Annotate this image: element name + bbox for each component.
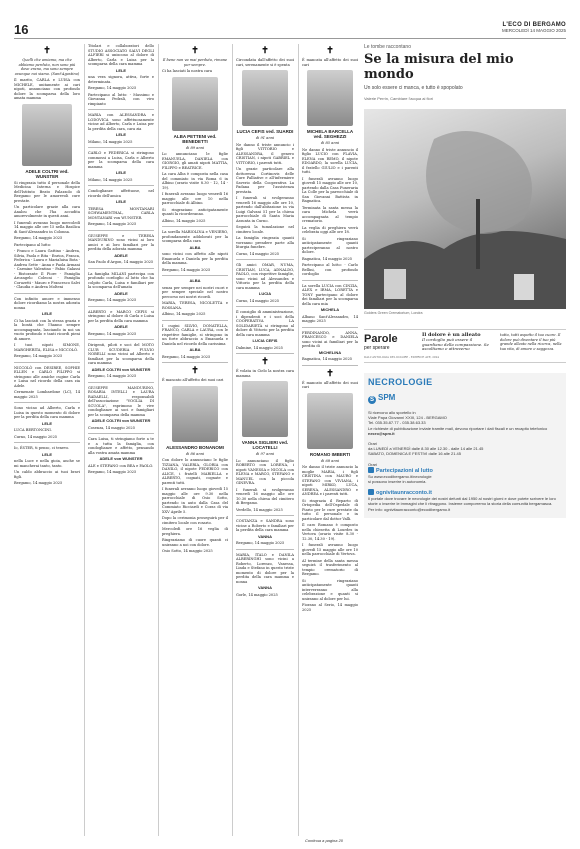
separator — [88, 306, 154, 307]
obituary-place-date: Curno, 14 maggio 2025 — [236, 251, 280, 256]
obituary-text: Al termine della santa messa seguirà il trasferimento al tempio crematorio di Bergamo. — [302, 558, 358, 576]
separator — [162, 275, 228, 276]
deceased-name: ADELE — [114, 252, 128, 258]
obituary-text: Io, ÉSTER, ti penso, ci tenevo. — [14, 446, 70, 450]
deceased-name: ADELE COLTRI ved. WUNSTER — [25, 168, 69, 179]
separator — [88, 268, 154, 269]
book-icon — [368, 489, 374, 495]
separator — [302, 280, 358, 281]
obituary-text: Un particolare grazie alla cara Analou che l'ha accudita amorevolmente in questi anni. — [14, 205, 80, 218]
obituary-place-date: Bergamo, 14 maggio 2025 — [236, 541, 285, 545]
obituary-text: Si ringraziano anticipatamente quanti la ricorderanno. — [162, 207, 228, 216]
obituary-place-date: Osio Sotto, 14 maggio 2025 — [162, 549, 213, 553]
obituary-text: CARLO e FEDERICA si stringono commossi a Luisa, Carla e Alberto per la scomparsa della cara mamma — [88, 151, 154, 169]
deceased-name: ALBA — [189, 278, 201, 283]
story-contact[interactable]: Per info: ognivitaunracconto@ecodibergamo.it — [368, 506, 451, 512]
deceased-age: di 85 anni — [320, 141, 340, 145]
deceased-name: ADELE COLTRI von WUNSTER — [91, 418, 151, 423]
quote: Quelli che amiamo, ma che abbiamo perduto, non sono più dove erano, ma sono sempre ovunque noi siamo. (Sant'Agostino) — [14, 58, 80, 76]
separator — [236, 306, 294, 307]
box-credit: DALL'ANTOLOGIA DEL DOLORE - EDITRICE AVE, 2024 — [364, 356, 439, 359]
deceased-name: MICHELA BARCELLA ved. SEGHEZZI — [306, 129, 354, 139]
obituary-text: MARIA, TERESA, NICOLETTA e ROSSANA. — [162, 301, 228, 310]
office-info: Si ricevono allo sportello in — [368, 410, 416, 415]
obituary-place-date: Bergamo, 14 maggio 2025 — [14, 481, 63, 485]
obituary-text: Lo annunciano il figlio ROBERTO con LORENA, i nipoti VANESSA e NICOLA con ELENA e MARCO, STEFANO e MANUEL con la piccola GINEVRA. — [236, 458, 294, 485]
deceased-name: VANNA SIGLIERI ved. LOCATELLI — [241, 440, 289, 450]
obituary-text: Si ringraziano anticipatamente quanti parteciperanno al nostro dolore. — [302, 236, 358, 254]
obituary-column-1 — [14, 44, 80, 834]
obituary-place-date: San Paolo d'Argon, 14 maggio 2025 — [88, 260, 154, 264]
obituary-text: una vera signora, attiva, forte e determinata. — [88, 75, 154, 84]
separator — [14, 442, 80, 443]
deceased-name: ALBA PETTENI ved. BENEDETTI — [173, 133, 217, 144]
obituary-text: I funerali si svolgeranno venerdì 16 maggio alle ore 10, partendo dall'abitazione in via Luigi Galvani 51 per la chiesa parrocchiale di Santa Maria Assunta in Curno. — [236, 196, 294, 223]
separator — [162, 320, 228, 321]
computer-icon — [368, 467, 374, 473]
separator — [88, 433, 154, 434]
obituary-text: La sorella LUCIA con CINZIA, ALEX e IRMA, LORETTA e TONY partecipano al dolore dei familiari per la scomparsa della cara mia — [302, 283, 358, 306]
obituary-text: Partecipano al lutto: - Carlo Bellini, con profondo cordoglio — [302, 263, 358, 276]
obituary-text: Un caldo abbraccio ai tuoi bravi figli. — [14, 470, 80, 479]
obituary-place-date: Bagnatica, 14 maggio 2025 — [302, 256, 353, 261]
deceased-age: di 68 anni — [320, 458, 340, 463]
obituary-place-date: Albino, 14 maggio 2025 — [162, 218, 206, 223]
obituary-place-date: Bergamo, 14 maggio 2025 — [88, 222, 137, 226]
obituary-place-date: Bergamo, 14 maggio 2025 — [88, 331, 137, 336]
obituary-text: I funerali avranno luogo giovedì 15 maggio alle ore 10 nella parrocchiale di Vertova. — [302, 543, 358, 556]
online-title-text: Partecipazioni al lutto — [376, 467, 433, 474]
obituary-column-4 — [236, 44, 294, 834]
deceased-name: ADELE von WUNSTER — [99, 456, 143, 461]
publication-date: MERCOLEDÌ 14 MAGGIO 2025 — [501, 28, 566, 33]
online-note: si possono inserire in autonomia. — [368, 479, 427, 485]
cross-icon: ✝ — [191, 366, 199, 376]
deceased-age: di 86 anni — [185, 451, 205, 456]
obituary-column-2 — [88, 44, 154, 834]
obituary-text: Condoglianze affettuose, nel ricordo dell'amica — [88, 189, 154, 198]
hours-weekend: SABATO, DOMENICA E FESTIVI dalle 16 alle 21.45 — [368, 451, 462, 457]
hours-weekdays: da LUNEDÌ a VENERDÌ dalle 8.30 alle 12.30 - dalle 14 alle 21.45 — [368, 446, 484, 452]
deceased-name: VANNA — [258, 585, 272, 590]
email-link[interactable]: necro@spm.it — [368, 430, 395, 436]
obituary-text: Con dolore lo annunciano le figlie TIZIANA, VALERIA, GLORIA con DANILO, il nipote FEDERICO con ALICE, i fratelli MARIELLA e ALBERTO, cognati, cognate e parenti tutti. — [162, 458, 228, 485]
obituary-text: ALE e STEFANO con BEA e PAOLO. — [88, 463, 154, 468]
portrait-photo — [307, 393, 353, 449]
obituary-text: Con infinito amore e immenso dolore ricordiamo la nostra adorata nonna — [14, 296, 80, 310]
office-note: Le richieste di pubblicazione inviate tramite mail, devono riportare i dati fiscali e un recapito telefonico — [368, 425, 548, 431]
obituary-place-date: Dalmine, 14 maggio 2025 — [236, 345, 283, 350]
section-label: Le tombe raccontano — [364, 44, 411, 50]
separator — [236, 515, 294, 516]
obituary-text: - Franco e Laura Gattino - Andrea, Silvia, Paola e Rita - Enrica, Franca, Federica - Laura e Marialuisa Bota - Andrea Sette - Anna e Paola Armani - Carmine Valentino - Fabio Galassi - Ristorante Il Fiore - Famiglia Arcangelo Coleoni - Famiglia Coruzetti - Mauro e Francesco Salvi - Claudia e Andrea Molteni — [14, 249, 80, 289]
portrait-photo — [242, 381, 288, 437]
deceased-age: di 91 anni — [255, 136, 275, 140]
deceased-name: ADELE COLTRI von WUNSTER — [91, 366, 151, 372]
column-divider — [84, 44, 85, 836]
obituary-text: È mancato all'affetto dei suoi cari — [302, 380, 358, 389]
page-header — [0, 0, 580, 40]
deceased-name: LELE — [41, 451, 53, 457]
deceased-name: LELE — [115, 132, 127, 137]
obituary-place-date: Bergamo, 14 maggio 2025 — [162, 354, 211, 359]
obituary-text: Titolari e collaboratori dello STUDIO ASSOCIATO SALVI DEGLI ALFIERI si uniscono al dolore di Alberto, Carla e Luisa per la scomparsa della cara mamma — [88, 44, 154, 66]
obituary-text: La sorella MARIOLINA e VENIERO, profondamente addolorati per la scomparsa della cara — [162, 230, 228, 243]
obituary-text: Gli amici OMAR, NUMA, CRISTIAN, LUCA, ADNALDO, PAOLO, con rispettive famiglie, sono vicini ad Alessandra e Vittorio per la perdita della cara mamma — [236, 263, 294, 290]
column-divider — [232, 44, 233, 836]
obituary-text: Cara Luisa, ti stringiamo forte a te e a tutta la famiglia, con condoglianze e affetto, pensando alla vostra amata mamma — [88, 437, 154, 455]
office-phone: Tel. 035.35.87.77 - 035.38.63.33 — [368, 420, 426, 426]
story-text: Il portale dove trovare le necrologie dei nostri defunti dal 1950 al nostri giorni e dove potete scrivere le loro storie o inserire le immagini che li ritraggono. Insieme comporremo la storia della comunità bergamasca. — [368, 496, 556, 507]
feature-kicker: Un solo essere ci manca, e tutto è spopolato — [364, 85, 463, 91]
cross-icon: ✝ — [261, 46, 269, 56]
obituary-text: Lo annunciano le figlie EMANUELA, DANIELA con GIORGIO, gli amati nipoti MATTIA, FILIPPO e BEATRICE. — [162, 152, 228, 170]
quote-text: tutto, tutti aspetto il tuo cuore. Il dolore può diventare il tuo più grande alleato nella ricerca, nella tua vita, di amore e saggezza. — [500, 333, 562, 351]
obituary-column-5 — [302, 44, 358, 834]
separator — [88, 109, 154, 110]
obituary-text: nella Luce e nella gioia, anche se mi mancherai tanto, tanto. — [14, 459, 80, 468]
obituary-place-date: Bergamo, 14 maggio 2025 — [88, 470, 137, 474]
publication-name: L'ECO DI BERGAMO — [502, 22, 566, 28]
obituary-text: ALBERTO e MARCO CEFIS si stringono al dolore di Carla e Luisa per la perdita della cara mamma — [88, 309, 154, 323]
portrait-photo — [172, 77, 218, 131]
obituary-text: Dopo la cerimonia proseguirà per il cimitero locale con rosario. — [162, 516, 228, 525]
deceased-name: ALBA — [189, 347, 201, 352]
deceased-age: di 97 anni — [255, 452, 275, 456]
portrait-photo — [242, 70, 288, 126]
deceased-name: LELE — [115, 170, 127, 175]
cross-icon: ✝ — [326, 46, 334, 56]
online-label: Orari — [368, 461, 377, 467]
separator — [236, 259, 294, 260]
quote-heading: Il dolore è un alleato — [422, 332, 481, 338]
obituary-text: È volata in Cielo la nostra cara mamma — [236, 369, 294, 378]
deceased-name: ADELE — [114, 324, 128, 329]
deceased-name: ROMANO IMBERTI — [309, 451, 351, 457]
hours-label: Orari — [368, 441, 377, 447]
spm-logo-text: SPM — [378, 393, 396, 402]
separator — [88, 147, 154, 148]
obituary-text: Partecipano al lutto: — [14, 242, 52, 247]
obituary-place-date: Albino, 14 maggio 2025 — [162, 312, 206, 316]
obituary-place-date: Bergamo, 14 maggio 2025 — [14, 354, 63, 358]
header-rule — [14, 38, 566, 39]
obituary-text: Ci ha lasciati con la stessa grazia e la bontà che l'hanno sempre accompagnata, lasciando in noi un vuoto profondo e tanti ricordi pieni di amore. — [14, 318, 80, 341]
obituary-place-date: Bagnatica, 14 maggio 2025 — [302, 357, 353, 361]
obituary-text: È mancato all'affetto dei suoi cari — [162, 378, 224, 382]
obituary-text: Si ringrazia il Reparto di Ortopedia dell'Ospedale di Piario per le cure prestate da tutto il personale e in particolare dal dottor Valli. — [302, 498, 358, 521]
obituary-text: Sono vicino ad Alberto, Carla e Luisa in questo momento di dolore per la perdita della cara mamma — [14, 406, 80, 419]
obituary-text: senza per sempre nei nostri cuori e per sempre speciale nel nostro percorso nei nostri ricordi. — [162, 285, 228, 299]
separator — [236, 549, 294, 550]
portrait-photo — [22, 104, 72, 166]
deceased-name: LUCIA CEFIS — [252, 338, 278, 343]
obituary-text: La famiglia MILANI partecipa con profondo cordoglio al lutto che ha colpito Carla, Luisa e familiari per la scomparsa dell'amata — [88, 271, 154, 289]
obituary-text: FERDINANDO, ANNA, FRANCESCO e DANIELA sono vicini ai familiari per la perdita di — [302, 330, 358, 348]
obituary-place-date: Cermenate Lombardone (LC), 14 maggio 2025 — [14, 390, 80, 399]
separator — [88, 185, 154, 186]
obituary-info-box — [364, 373, 566, 518]
box-title: Parole — [364, 333, 398, 345]
spm-logo — [368, 393, 395, 404]
separator — [236, 353, 294, 354]
deceased-name: ADELE — [114, 290, 128, 296]
separator — [88, 339, 154, 340]
obituary-text: COSTANZA e SANDRA sono vicine a Roberto e familiari per la perdita della cara mamma — [236, 519, 294, 532]
obituary-text: La veglia di preghiera verrà celebrata oggi alle ore 18. — [302, 225, 358, 234]
obituary-place-date: Gorle, 14 maggio 2025 — [236, 592, 278, 597]
deceased-name: VANNA — [258, 533, 272, 539]
obituary-text: MARIA con ALESSANDRA e LODOVICA sono affettuosamente vicine ad Alberto, Carla e Luisa per la perdita della cara, cara zia — [88, 113, 154, 131]
obituary-place-date: Albano Sant'Alessandro, 14 maggio 2025 — [302, 314, 358, 323]
deceased-name: LELE — [41, 420, 53, 426]
quote-block — [422, 333, 492, 352]
obituary-text: Si ringraziano anticipatamente quanti interverranno alla celebrazione e quanti si uniranno al dolore per lui. — [302, 578, 358, 601]
obituary-text: GIUSEPPE MANDURINO, ROSARIA INTELLI e LAURA RADAELLI, responsabili dell'associazione "VOGLIA DI SCUOLA", esprimono le vive condoglianze ai soci e famigliari per la scomparsa della mamma — [88, 385, 154, 417]
obituary-text: I cugini SILVIO, DONATELLA, FRANCO, CARLA e LAURA, con le rispettive famiglie, si stringono in un forte abbraccio a Emanuela e Daniela nel ricordo della carissima — [162, 323, 228, 346]
obituary-text: GIUSEPPE e TERESA MANDURINO sono vicini ai loro amici e ai loro familiari per la perdita della adorata mamma — [88, 233, 154, 251]
obituary-place-date: Curno, 14 maggio 2025 — [236, 298, 280, 303]
separator — [14, 402, 80, 403]
obituary-text: Partecipano al lutto: - Massimo e Giovanna Pedrali, con vivo rimpianto — [88, 92, 154, 106]
separator — [162, 362, 228, 363]
separator — [302, 365, 358, 366]
obituary-place-date: Bergamo, 14 maggio 2025 — [88, 374, 137, 378]
cross-icon: ✝ — [191, 46, 199, 56]
obituary-place-date: Cosenza, 14 maggio 2025 — [88, 425, 135, 430]
obituary-text: Terminata la santa messa la cara Michela verrà accompagnata al tempio crematorio. — [302, 205, 358, 223]
deceased-name: ALESSANDRO BONANOMI — [166, 444, 224, 450]
obituary-text: Il consiglio di amministrazione, i dipendenti e i soci della COOPERATIVA LA SOLIDARIETÀ si stringono al dolore di Vittorio per la perdita della cara mamma — [236, 310, 294, 337]
obituary-text: La cara Alba è composta nella casa del commiato in via Roma 6 in Albino (orario visite 8.30 - 12, 14 - 19). — [162, 172, 228, 190]
obituary-text: La famiglia ringrazia quanti vorranno prendere parte alla liturgia funebre. — [236, 236, 294, 249]
deceased-name: MICHELINA — [318, 349, 342, 355]
cross-icon: ✝ — [43, 46, 51, 56]
cross-icon: ✝ — [261, 357, 269, 367]
separator — [14, 293, 80, 294]
deceased-age: di 89 anni — [185, 145, 205, 150]
obituary-text: I funerali si svolgeranno venerdì 16 maggio alle ore 10.30 nella chiesa del cimitero di Bergamo. — [236, 487, 294, 505]
obituary-text: MARIA, ITALO e DANILA ALBERINGHI sono vicini a Roberto, Lorenzo, Vanessa, Linda e Stefano in questo triste momento di dolore per la perdita della cara mamma e nonna — [236, 552, 294, 584]
feature-photo — [364, 109, 566, 309]
obituary-place-date: Bergamo, 14 maggio 2025 — [14, 236, 63, 240]
deceased-name: MICHELA — [320, 307, 340, 312]
feature-panel — [364, 44, 566, 518]
words-of-hope-box — [364, 329, 566, 363]
obituary-text: LUCA BERTONCINI. — [14, 428, 52, 432]
obituary-place-date: Fiorano al Serio, 14 maggio 2025 — [302, 603, 358, 612]
office-address: Viale Papa Giovanni XXIII, 124 - BERGAMO — [368, 415, 447, 421]
continued-note: Continua a pagina 20 — [305, 838, 344, 843]
deceased-name: LUCIA — [258, 291, 272, 296]
obituary-place-date: Bergamo, 14 maggio 2025 — [88, 298, 137, 302]
obituary-text: TERESA MONTANARI SCHWAMENTHAL, CARLA MONTANARI von WUNSTER. — [88, 206, 154, 220]
obituary-text: Il marito, CARLA e LUISA con MICHELE, unitamente ai cari nipoti, annunciano con profondo dolore la scomparsa della loro amata mamma — [14, 78, 80, 100]
photo-caption: Golders Green Crematorium, Londra — [364, 311, 423, 315]
obituary-text: Ringraziamo di cuore quanti ci uniranno a noi con dolore. — [162, 538, 228, 547]
story-title-text[interactable]: ognivitaunracconto.it — [376, 490, 432, 497]
obituary-text: Si ringrazia tutto il personale della Medicina Interna e Hospice dell'Istituto Beato Palazzolo di Bergamo per le amorevoli cure prestate. — [14, 180, 80, 203]
obituary-text: sono vicini con affetto alle nipoti Emanuela e Daniela per la perdita della mamma. — [162, 252, 228, 265]
box-subtitle: per sperare — [364, 345, 390, 351]
obituary-text: I funerali avranno luogo giovedì 15 maggio alle ore 9.30 nella parrocchiale di Osio Sotto, partendo in auto dalla Casa del Commiato Ricciardi e Coras di via XXV Aprile 5. — [162, 487, 228, 514]
deceased-name: LELE — [115, 199, 127, 204]
obituary-column-3 — [162, 44, 228, 834]
obituary-text: Ne danno il triste annuncio il figlio LUCIO con FLAVIA, ELENA con REMO, il nipote EDOARDO, la sorella LUCIA, il fratello GIULIO e i parenti tutti. — [302, 147, 358, 174]
spm-logo-icon: S — [369, 397, 374, 403]
feature-headline: Se la misura del mio mondo — [364, 52, 514, 82]
obituary-text: Circondata dall'affetto dei suoi cari, serenamente si è spenta — [236, 58, 294, 67]
separator — [14, 362, 80, 363]
obituary-text: Seguirà la tumulazione nel cimitero locale. — [236, 225, 294, 234]
separator — [162, 226, 228, 227]
story-title — [368, 489, 562, 496]
masthead — [502, 22, 566, 33]
portrait-photo — [307, 70, 353, 126]
obituary-text: Dirigenti, piloti e soci del MOTO CLUB SCUDERIA FULVIO NOBELLI sono vicini ad Alberto e familiari per la scomparsa della cara mamma — [88, 343, 154, 365]
obituary-place-date: Curno, 14 maggio 2025 — [14, 434, 58, 439]
quote-text: Il cordoglio può essere il guardiano della compassione. Se ascoltiamo e attraverso — [422, 336, 489, 352]
obituary-text: I funerali avranno luogo giovedì 15 maggio alle ore 10, partendo dalla Casa Funeraria La Colle per la parrocchiale di San Giovanni Battista in Bagnatica. — [302, 176, 358, 203]
obituary-text: Mercoledì ore 16 veglia di preghiera. — [162, 527, 228, 536]
obituary-text: I funerali avranno luogo venerdì 16 maggio alle ore 10 nella parrocchiale di Albino. — [162, 192, 228, 205]
obituary-text: I tuoi nipoti SIMONE, MARGHERITA, ELISA e NICCOLÒ. — [14, 343, 80, 352]
deceased-name: LUCIA CEFIS ved. SUARDI — [236, 129, 294, 134]
separator — [88, 382, 154, 383]
portrait-photo — [172, 386, 218, 442]
necrologie-title: NECROLOGIE — [368, 377, 433, 387]
cross-icon: ✝ — [326, 368, 334, 379]
obituary-text: Ne danno il triste annuncio la moglie MARIA, i figli CRISTINA con MAURO e STEFANO con VIVIANA, i nipoti MIRKO, LUCA, SERENA, ALESSANDRO e ANDREA e i parenti tutti. — [302, 465, 358, 496]
obituary-text: È mancata all'affetto dei suoi cari — [302, 58, 358, 67]
obituary-text: Un grazie particolare alla dottoressa Cortinovis delle Cure Palliative e all'infermiere Saverio della Cooperativa La Padana per l'assistenza prestata. — [236, 167, 294, 194]
quote: Il bene non va mai perduto, rimane per sempre. — [162, 58, 228, 67]
deceased-name: LELE — [115, 67, 127, 73]
online-title — [368, 467, 562, 474]
separator — [302, 327, 358, 328]
online-link[interactable]: Su www.ecodibergamo.it/necrologie — [368, 473, 432, 479]
cemetery-tree-image — [364, 109, 566, 309]
obituary-place-date: Milano, 14 maggio 2025 — [88, 177, 133, 182]
deceased-name: ALBA — [189, 244, 201, 250]
feature-byline: Valerie Perrin, Cambiare l'acqua ai fiori — [364, 96, 433, 101]
page-number: 16 — [14, 22, 29, 37]
obituary-place-date: Bergamo, 14 maggio 2025 — [162, 267, 211, 272]
obituary-text: Il caro Romano è composto nella chiesetta di Lourdes in Vertova (orario visite 8.30 - 12.30, 14.30 - 19). — [302, 523, 358, 541]
obituary-text: Ne danno il triste annuncio i figli VITTORIO e ALESSANDRA, il genero CRISTIAN, i nipoti GABRIEL e VITTORIO, i parenti tutti. — [236, 142, 294, 165]
obituary-text: NICCOLÒ con DESIREE, SOPHIE ELLEN e CARLO FILIPPO si stringono alle amiche cugine Carla e Luisa nel ricordo della cara zia Adele. — [14, 365, 80, 388]
obituary-text: I funerali avranno luogo mercoledì 14 maggio alle ore 15 nella Basilica di Sant'Alessandro in Colonna. — [14, 220, 80, 234]
column-divider — [298, 44, 299, 836]
obituary-place-date: Verdello, 14 maggio 2025 — [236, 507, 283, 512]
obituary-text: Ci ha lasciati la nostra cara — [162, 69, 213, 73]
separator — [88, 230, 154, 231]
obituary-place-date: Milano, 14 maggio 2025 — [88, 139, 133, 144]
obituary-place-date: Bergamo, 14 maggio 2025 — [88, 86, 137, 90]
column-divider — [158, 44, 159, 836]
deceased-name: LELE — [41, 311, 53, 316]
